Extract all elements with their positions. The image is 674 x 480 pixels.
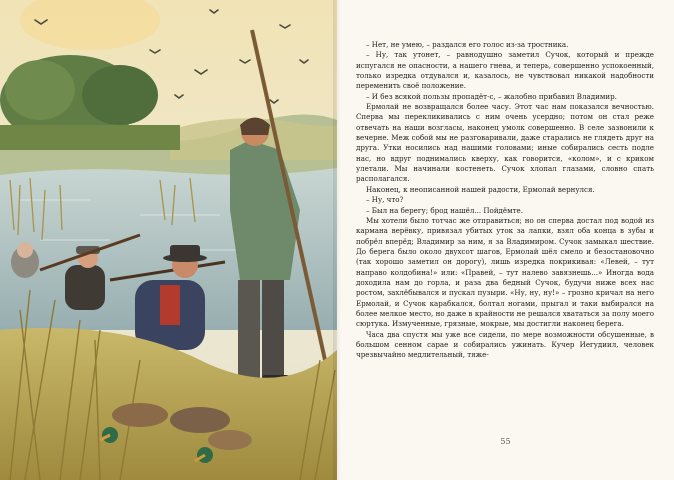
paragraph: Наконец, к неописанной нашей радости, Ермолай вернулся. bbox=[366, 184, 595, 194]
page-number: 55 bbox=[500, 437, 511, 446]
paragraph: – И без всякой пользы пропадёт-с, – жалобно прибавил Владимир. bbox=[366, 91, 617, 101]
paragraph: – Был на берегу; брод нашёл... Пойдёмте. bbox=[366, 205, 524, 215]
book-gutter bbox=[333, 0, 341, 480]
paragraph: Часа два спустя мы уже все сидели, по мере возможности обсушенные, в большом сенном сарае и собирались ужинать. Кучер Иегудиил, человек чрезвычайно медлительный, тяже- bbox=[356, 329, 654, 360]
paragraph: Ермолай не возвращался более часу. Этот час нам показался вечностью. Сперва мы перекликивались с ним очень усердно; потом он стал реже отвечать на наши возгласы, наконец умолк совершенно. В селе зазвонили к вечерне. Меж собой мы не разговаривали, даже старались не глядеть друг на друга. Утки носились над нашими головами; иные собирались сесть подле нас, но вдруг поднимались кверху, как говорится, «колом», и с криком улетали. Мы начинали костенеть. Сучок хлопал глазами, словно спать располагался. bbox=[356, 102, 654, 184]
paragraph: – Нет, не умею, – раздался его голос из-за тростника. bbox=[366, 40, 569, 49]
story-text bbox=[356, 40, 654, 361]
paragraph: – Ну, что? bbox=[366, 195, 404, 205]
paragraph: Мы хотели было тотчас же отправиться; но он сперва достал под водой из кармана верёвку, привязал убитых уток за лапки, взял оба конца в зубы и побрёл вперёд; Владимир за ним, я за Владимиром. Сучок замыкал шествие. До берега было около двухсот шагов, Ермолай шёл смело и безостановочно (так хорошо заметил он дорогу), лишь изредка покрикивая: «Левей, – тут направо колдобина!» или: «Правей, – тут налево завязнешь...» Иногда вода доходила нам до горла, и раза два бедный Сучок, будучи ниже всех нас ростом, захлёбывался и пускал пузыри. «Ну, ну, ну!» – грозно кричал на него Ермолай, и Сучок карабкался, болтал ногами, прыгал и таки выбирался на более мелкое место, но даже в крайности не решался хвататься за полу моего сюртука. Измученные, грязные, мокрые, мы достигли наконец берега. bbox=[356, 215, 654, 329]
paragraph: – Ну, так утонет, – равнодушно заметил Сучок, который и прежде испугался не опасности, а нашего гнева, и теперь, совершенно успокоенный, только изредка отдувался и, казалось, не чувствовал никакой надобности переменить своё положение. bbox=[356, 50, 654, 91]
